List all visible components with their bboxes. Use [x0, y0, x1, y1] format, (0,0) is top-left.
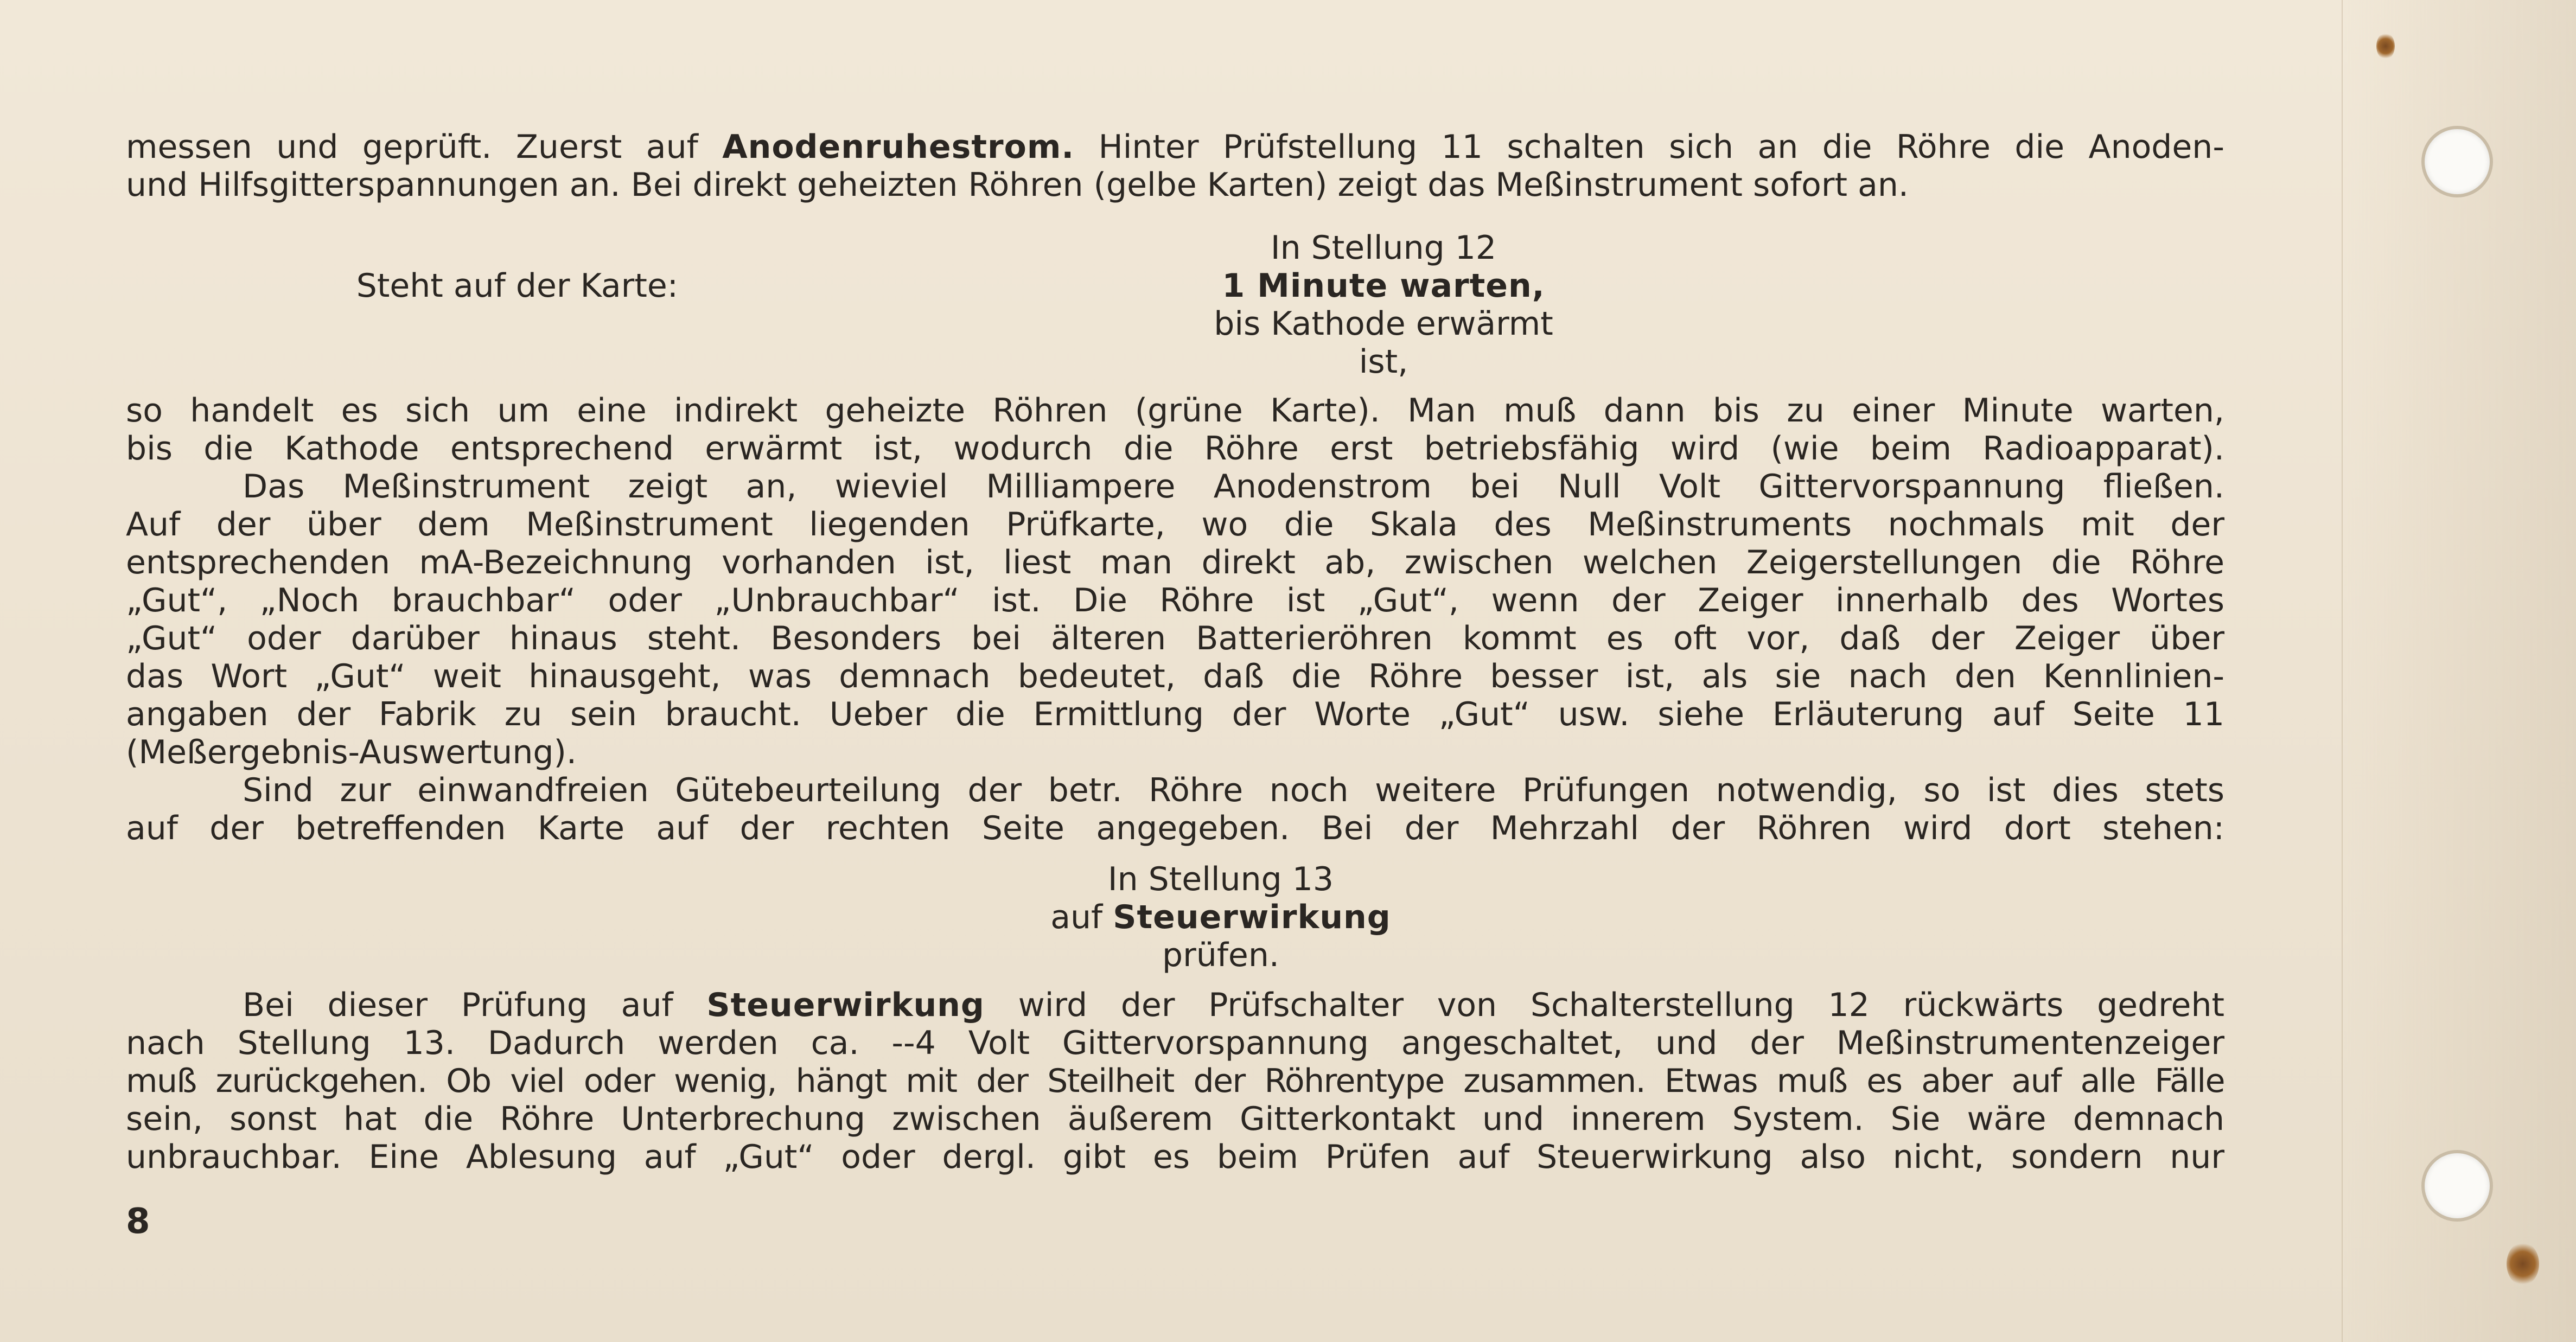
block1-line1: In Stellung 12	[1270, 229, 1497, 267]
para5-line1	[126, 986, 2224, 1024]
para5-line5: unbrauchbar. Eine Ablesung auf „Gut“ oder dergl. gibt es beim Prüfen auf Steuerwirkung also nicht, sondern nur	[126, 1138, 2224, 1176]
page-number: 8	[126, 1202, 150, 1242]
para3-line5: „Gut“ oder darüber hinaus steht. Besonders bei älteren Batterieröhren kommt es oft vor, daß der Zeiger über	[126, 619, 2224, 657]
block1-line3: bis Kathode erwärmt	[1214, 305, 1553, 343]
para1-line1	[126, 128, 2224, 166]
paragraph-1	[126, 128, 2224, 204]
para3-line1: Das Meßinstrument zeigt an, wieviel Milliampere Anodenstrom bei Null Volt Gittervorspannung fließen.	[243, 468, 2224, 506]
text-segment: Bei dieser Prüfung auf	[243, 986, 707, 1024]
paragraph-5	[126, 986, 2224, 1176]
para3-line8: (Meßergebnis-Auswertung).	[126, 733, 577, 771]
text-segment: messen und geprüft. Zuerst auf	[126, 128, 723, 166]
para5-line2: nach Stellung 13. Dadurch werden ca. --4 Volt Gittervorspannung angeschaltet, und der Meßinstrumentenzeiger	[126, 1024, 2224, 1062]
para2-line1: so handelt es sich um eine indirekt geheizte Röhren (grüne Karte). Man muß dann bis zu einer Minute warten,	[126, 392, 2224, 430]
para5-line4: sein, sonst hat die Röhre Unterbrechung zwischen äußerem Gitterkontakt und innerem System. Sie wäre demnach	[126, 1100, 2224, 1138]
block2-line3: prüfen.	[1162, 936, 1279, 974]
block2-line2	[868, 898, 1573, 936]
block1-left-label: Steht auf der Karte:	[356, 267, 678, 305]
binder-hole-top	[2421, 126, 2493, 197]
para3-line6: das Wort „Gut“ weit hinausgeht, was demnach bedeutet, daß die Röhre besser ist, als sie nach den Kennlinien-	[126, 657, 2224, 695]
para4-line1: Sind zur einwandfreien Gütebeurteilung der betr. Röhre noch weitere Prüfungen notwendig, so ist dies stets	[243, 771, 2224, 809]
block2-instruction	[868, 860, 1573, 974]
para1-line2: und Hilfsgitterspannungen an. Bei direkt geheizten Röhren (gelbe Karten) zeigt das Meßinstrument sofort an.	[126, 166, 1909, 204]
para4-line2: auf der betreffenden Karte auf der rechten Seite angegeben. Bei der Mehrzahl der Röhren wird dort stehen:	[126, 809, 2224, 847]
block1-line4: ist,	[1359, 343, 1408, 381]
text-segment: auf	[1050, 898, 1113, 936]
paragraph-3	[126, 468, 2224, 771]
perforated-edge	[2342, 0, 2576, 1342]
block2-line1: In Stellung 13	[1107, 860, 1334, 898]
para2-line2: bis die Kathode entsprechend erwärmt ist, wodurch die Röhre erst betriebsfähig wird (wie beim Radioapparat).	[126, 430, 2224, 468]
para5-line3: muß zurückgehen. Ob viel oder wenig, hängt mit der Steilheit der Röhrentype zusammen. Etwas muß es aber auf alle Fälle	[126, 1062, 2224, 1100]
para3-line7: angaben der Fabrik zu sein braucht. Ueber die Ermittlung der Worte „Gut“ usw. siehe Erläuterung auf Seite 11	[126, 695, 2224, 733]
bold-term: Steuerwirkung	[706, 986, 985, 1024]
para3-line4: „Gut“, „Noch brauchbar“ oder „Unbrauchbar“ ist. Die Röhre ist „Gut“, wenn der Zeiger innerhalb des Wortes	[126, 581, 2224, 619]
block1-instruction	[1031, 229, 1736, 381]
para3-line2: Auf der über dem Meßinstrument liegenden Prüfkarte, wo die Skala des Meßinstruments nochmals mit der	[126, 506, 2224, 544]
block1-line2: 1 Minute warten,	[1222, 267, 1545, 305]
text-segment: wird der Prüfschalter von Schalterstellung 12 rückwärts gedreht	[984, 986, 2224, 1024]
paragraph-4	[126, 771, 2224, 847]
paragraph-2	[126, 392, 2224, 468]
rust-stain-bottom	[2507, 1242, 2539, 1286]
rust-stain-top	[2376, 33, 2395, 60]
bold-term: Steuerwirkung	[1113, 898, 1391, 936]
text-segment: Hinter Prüfstellung 11 schalten sich an die Röhre die Anoden-	[1074, 128, 2224, 166]
bold-term: Anodenruhestrom.	[722, 128, 1075, 166]
para3-line3: entsprechenden mA-Bezeichnung vorhanden ist, liest man direkt ab, zwischen welchen Zeigerstellungen die Röhre	[126, 544, 2224, 581]
binder-hole-bottom	[2421, 1150, 2493, 1222]
